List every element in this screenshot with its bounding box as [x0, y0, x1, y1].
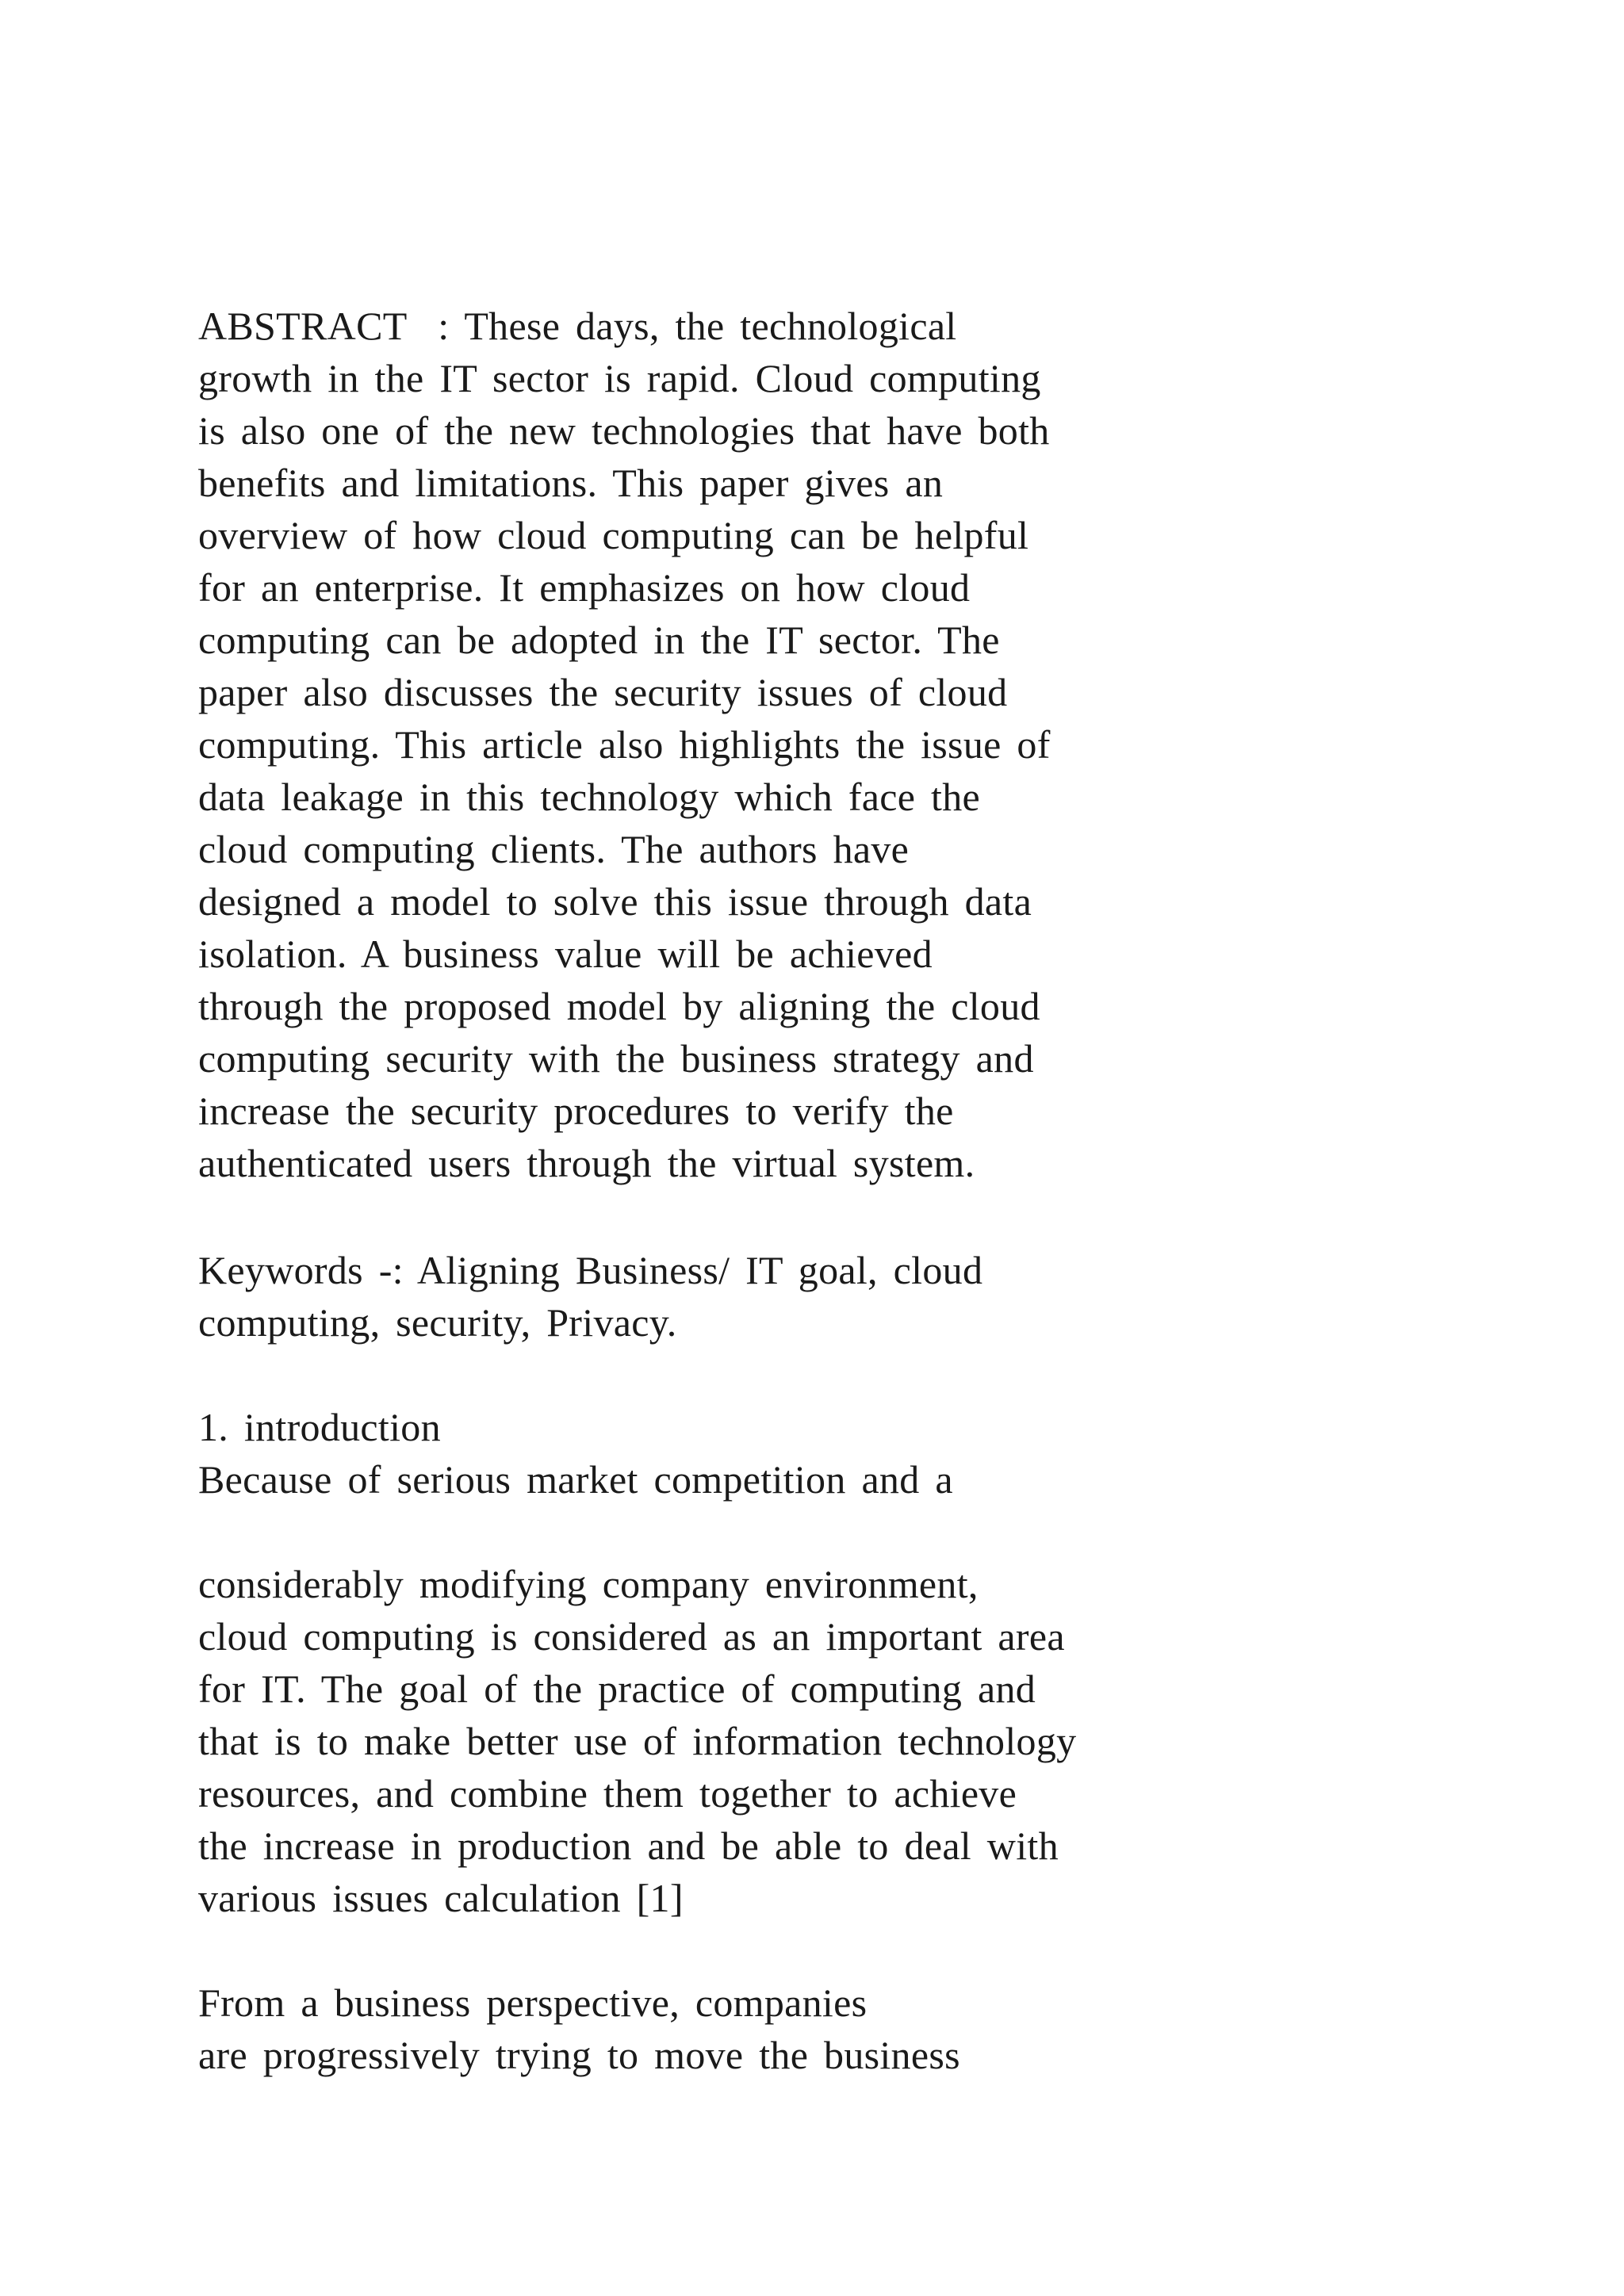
- business-perspective-paragraph: [198, 1976, 1546, 2081]
- abstract-line: benefits and limitations. This paper gives an: [198, 461, 944, 505]
- introduction-paragraph-continued: [198, 1558, 1546, 1924]
- body-line: are progressively trying to move the business: [198, 2033, 960, 2077]
- body-line: the increase in production and be able to deal with: [198, 1823, 1059, 1868]
- body-line: Because of serious market competition and a: [198, 1457, 953, 1502]
- body-line: various issues calculation [1]: [198, 1876, 684, 1920]
- introduction-heading: 1. introduction: [198, 1405, 441, 1449]
- body-line: cloud computing is considered as an important area: [198, 1614, 1065, 1659]
- abstract-line: paper also discusses the security issues of cloud: [198, 670, 1008, 714]
- abstract-line: computing. This article also highlights the issue of: [198, 722, 1051, 767]
- abstract-line: isolation. A business value will be achieved: [198, 932, 933, 976]
- keywords-paragraph: [198, 1244, 1546, 1349]
- section-heading: [198, 1401, 1546, 1453]
- abstract-line: through the proposed model by aligning the cloud: [198, 984, 1040, 1028]
- introduction-paragraph-start: [198, 1453, 1546, 1506]
- abstract-line: ABSTRACT : These days, the technological: [198, 304, 957, 348]
- body-line: for IT. The goal of the practice of computing and: [198, 1667, 1036, 1711]
- abstract-line: growth in the IT sector is rapid. Cloud computing: [198, 356, 1041, 400]
- keywords-line: computing, security, Privacy.: [198, 1300, 677, 1345]
- abstract-line: computing security with the business strategy and: [198, 1036, 1034, 1081]
- abstract-line: designed a model to solve this issue through data: [198, 879, 1032, 924]
- abstract-line: cloud computing clients. The authors have: [198, 827, 910, 871]
- abstract-line: data leakage in this technology which face the: [198, 775, 981, 819]
- keywords-line: Keywords -: Aligning Business/ IT goal, cloud: [198, 1248, 983, 1292]
- abstract-line: is also one of the new technologies that have both: [198, 408, 1050, 453]
- abstract-line: for an enterprise. It emphasizes on how cloud: [198, 565, 971, 610]
- abstract-paragraph: [198, 300, 1546, 1189]
- body-line: that is to make better use of information technology: [198, 1719, 1077, 1763]
- abstract-line: increase the security procedures to verify the: [198, 1089, 954, 1133]
- body-line: From a business perspective, companies: [198, 1980, 868, 2025]
- abstract-line: computing can be adopted in the IT sector. The: [198, 618, 1000, 662]
- body-line: resources, and combine them together to achieve: [198, 1771, 1017, 1816]
- abstract-line: authenticated users through the virtual system.: [198, 1141, 975, 1185]
- body-line: considerably modifying company environment,: [198, 1562, 979, 1606]
- abstract-line: overview of how cloud computing can be helpful: [198, 513, 1029, 557]
